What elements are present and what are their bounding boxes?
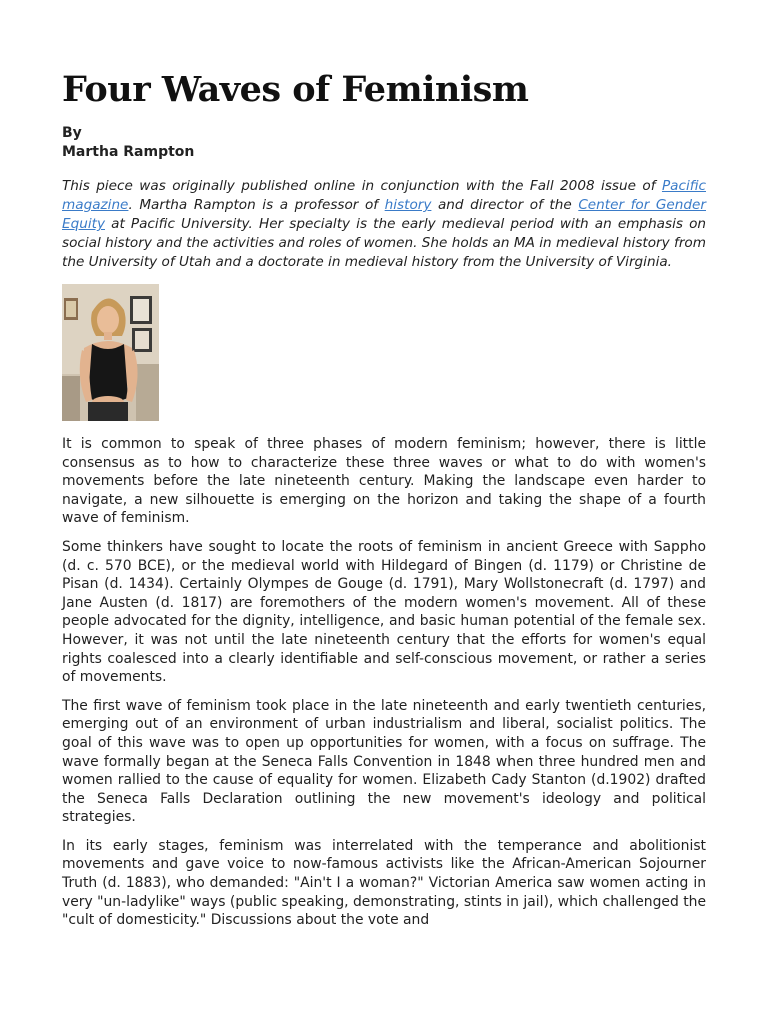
body-paragraph: Some thinkers have sought to locate the roots of feminism in ancient Greece with Sappho (d. c. 570 BCE), or the medieval world with Hildegard of Bingen (d. 1179) or Christine de Pisan (d. 1434). Certainly Olympes de Gouge (d. 1791), Mary Wollstonecraft (d. 1797) and Jane Austen (d. 1817) are foremothers of the modern women's movement. All of these people advocated for the dignity, intelligence, and basic human potential of the female sex. However, it was not until the late nineteenth century that the efforts for women's equal rights coalesced into a clearly identifiable and self-conscious movement, or rather a series of movements. [62,538,706,686]
body-paragraph: In its early stages, feminism was interrelated with the temperance and abolitionist movements and gave voice to now-famous activists like the African-American Sojourner Truth (d. 1883), who demanded: "Ain't I a woman?" Victorian America saw women acting in very "un-ladylike" ways (public speaking, demonstrating, stints in jail), which challenged the "cult of domesticity." Discussions about the vote and [62,837,707,929]
author-intro [62,177,706,272]
intro-text-1: This piece was originally published online in conjunction with the Fall 2008 issue of [62,178,662,194]
body-paragraph: The first wave of feminism took place in the late nineteenth and early twentieth centuries, emerging out of an environment of urban industrialism and liberal, socialist politics. The goal of this wave was to open up opportunities for women, with a focus on suffrage. The wave formally began at the Seneca Falls Convention in 1848 when three hundred men and women rallied to the cause of equality for women. Elizabeth Cady Stanton (d.1902) drafted the Seneca Falls Declaration outlining the new movement's ideology and political strategies. [62,697,706,826]
pacific-magazine-link[interactable]: Pacific magazine [62,178,706,213]
article [62,66,706,940]
intro-text-3: and director of the [431,197,579,213]
author-name: Martha Rampton [62,144,195,160]
article-title: Four Waves of Feminism [62,69,529,110]
history-link[interactable]: history [384,197,432,213]
by-label: By [62,125,82,141]
byline [62,124,706,162]
intro-text-4: at Pacific University. Her specialty is the early medieval period with an emphasis on social history and the activities and roles of women. She holds an MA in medieval history from the University of Utah and a doctorate in medieval history from the University of Virginia. [62,216,706,270]
body-paragraph: It is common to speak of three phases of modern feminism; however, there is little consensus as to how to characterize these three waves or what to do with women's movements before the late nineteenth century. Making the landscape even harder to navigate, a new silhouette is emerging on the horizon and taking the shape of a fourth wave of feminism. [62,436,706,527]
author-photo [62,284,159,421]
center-for-gender-equity-link[interactable]: Center for Gender Equity [62,197,706,232]
intro-text-2: . Martha Rampton is a professor of [128,197,385,213]
